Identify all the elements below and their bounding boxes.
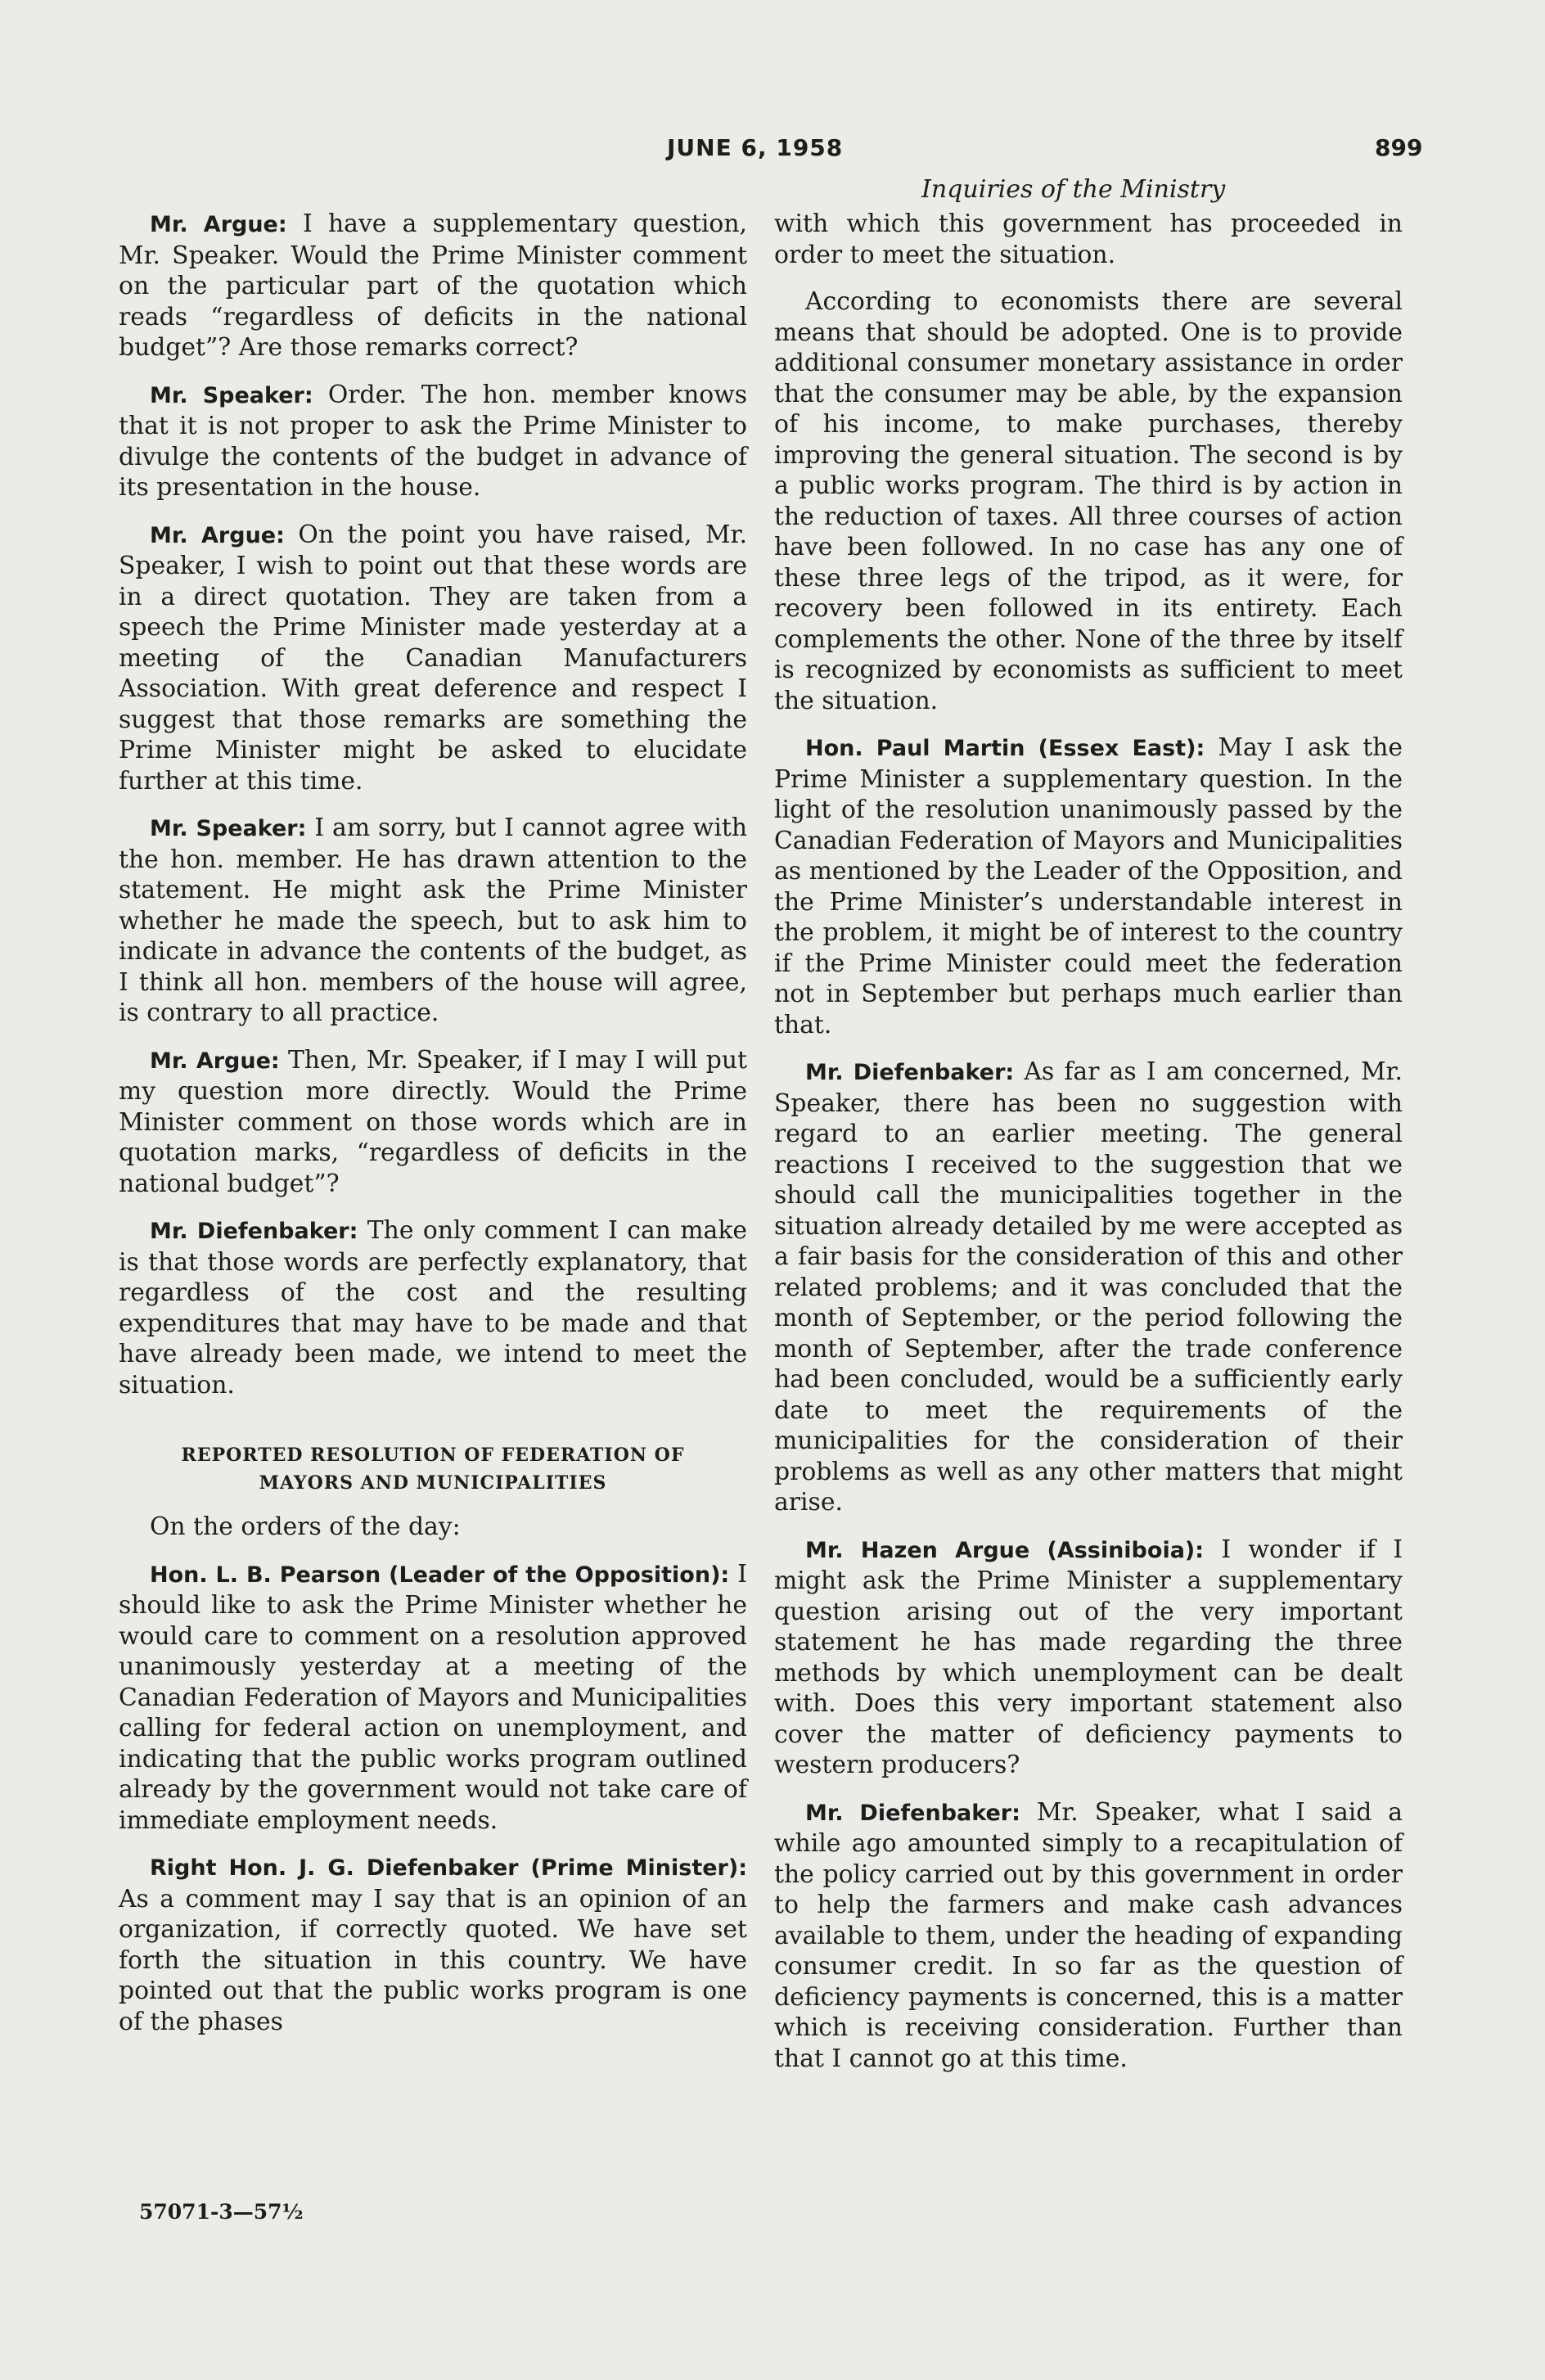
- paragraph: [119, 1559, 747, 1837]
- paragraph: [119, 1215, 747, 1400]
- paragraph: [774, 732, 1403, 1040]
- orders-of-the-day: On the orders of the day:: [150, 1512, 461, 1541]
- speaker-name: Mr. Diefenbaker:: [805, 1800, 1020, 1826]
- paragraph-text: As far as I am concerned, Mr. Speaker, there has been no suggestion with regard to an earlier meeting. The general reactions I received to the suggestion that we should call the municipalities together in the situation already detailed by me were accepted as a fair basis for the consideration of this and other related problems; and it was concluded that the month of September, or the period following the month of September, after the trade conference had been concluded, would be a sufficiently early date to meet the requirements of the municipalities for the consideration of their problems as well as any other matters that might arise.: [774, 1057, 1403, 1517]
- speaker-name: Mr. Hazen Argue (Assiniboia):: [805, 1537, 1205, 1563]
- paragraph: [119, 380, 747, 503]
- paragraph: [119, 209, 747, 363]
- paragraph: [119, 1852, 747, 2037]
- paragraph: [119, 1045, 747, 1200]
- paragraph: [774, 1535, 1403, 1781]
- left-column: [119, 209, 747, 2053]
- section-heading-line: REPORTED RESOLUTION OF FEDERATION OF: [181, 1445, 685, 1466]
- running-title: Inquiries of the Ministry: [921, 175, 1226, 204]
- paragraph-text: May I ask the Prime Minister a supplementary question. In the light of the resolution unanimously passed by the Canadian Federation of Mayors and Municipalities as mentioned by the Leader of the Opposition, and the Prime Minister’s understandable interest in the problem, it might be of interest to the country if the Prime Minister could meet the federation not in September but perhaps much earlier than that.: [774, 733, 1403, 1039]
- speaker-name: Mr. Argue:: [150, 212, 287, 237]
- speaker-name: Mr. Speaker:: [150, 816, 307, 841]
- paragraph: [774, 209, 1403, 270]
- paragraph-text: Order. The hon. member knows that it is not proper to ask the Prime Minister to divulge the contents of the budget in advance of its presentation in the house.: [119, 380, 747, 502]
- paragraph-text: As a comment may I say that is an opinion of an organization, if correctly quoted. We have set forth the situation in this country. We have pointed out that the public works program is one of the phases: [119, 1884, 747, 2036]
- speaker-name: Hon. L. B. Pearson (Leader of the Opposition):: [150, 1562, 730, 1588]
- speaker-name: Mr. Argue:: [150, 1048, 280, 1074]
- page-number: 899: [1375, 134, 1423, 161]
- paragraph-text: I have a supplementary question, Mr. Speaker. Would the Prime Minister comment on the particular part of the quotation which reads “regardless of deficits in the national budget”? Are those remarks correct?: [119, 210, 747, 362]
- paragraph-text: I wonder if I might ask the Prime Minister a supplementary question arising out of the very important statement he has made regarding the three methods by which unemployment can be dealt with. Does this very important statement also cover the matter of deficiency payments to western producers?: [774, 1535, 1403, 1779]
- speaker-name: Hon. Paul Martin (Essex East):: [805, 736, 1205, 761]
- section-heading-line: MAYORS AND MUNICIPALITIES: [259, 1472, 607, 1494]
- speaker-name: Mr. Diefenbaker:: [805, 1060, 1015, 1085]
- right-column: [774, 209, 1403, 2090]
- page-header: [0, 134, 1545, 175]
- paragraph: [774, 1057, 1403, 1518]
- paragraph: [119, 813, 747, 1029]
- paragraph: [774, 1797, 1403, 2075]
- paragraph-text: According to economists there are several means that should be adopted. One is to provide additional consumer monetary assistance in order that the consumer may be able, by the expansion of his income, to make purchases, thereby improving the general situation. The second is by a public works program. The third is by action in the reduction of taxes. All three courses of action have been followed. In no case has any one of these three legs of the tripod, as it were, for recovery been followed in its entirety. Each complements the other. None of the three by itself is recognized by economists as sufficient to meet the situation.: [774, 287, 1403, 715]
- speaker-name: Mr. Argue:: [150, 522, 285, 548]
- paragraph-text: with which this government has proceeded in order to meet the situation.: [774, 210, 1403, 269]
- speaker-name: Right Hon. J. G. Diefenbaker (Prime Minister):: [150, 1855, 747, 1881]
- footer-code: 57071-3—57½: [139, 2200, 304, 2224]
- header-date: JUNE 6, 1958: [667, 134, 844, 161]
- speaker-name: Mr. Speaker:: [150, 382, 313, 408]
- paragraph-text: I should like to ask the Prime Minister whether he would care to comment on a resolution approved unanimously yesterday at a meeting of the Canadian Federation of Mayors and Municipalities calling for federal action on unemployment, and indicating that the public works program outlined already by the government would not take care of immediate employment needs.: [119, 1559, 747, 1835]
- speaker-name: Mr. Diefenbaker:: [150, 1219, 358, 1244]
- paragraph: [774, 286, 1403, 716]
- section-heading: [119, 1441, 747, 1497]
- paragraph: [119, 520, 747, 797]
- paragraph-text: Then, Mr. Speaker, if I may I will put my question more directly. Would the Prime Minister comment on those words which are in quotation marks, “regardless of deficits in the national budget”?: [119, 1045, 747, 1198]
- paragraph-text: Mr. Speaker, what I said a while ago amounted simply to a recapitulation of the policy carried out by this government in order to help the farmers and make cash advances available to them, under the heading of expanding consumer credit. In so far as the question of deficiency payments is concerned, this is a matter which is receiving consideration. Further than that I cannot go at this time.: [774, 1797, 1403, 2073]
- paragraph-text: The only comment I can make is that those words are perfectly explanatory, that regardless of the cost and the resulting expenditures that may have to be made and that have already been made, we intend to meet the situation.: [119, 1216, 748, 1400]
- paragraph-text: On the point you have raised, Mr. Speaker, I wish to point out that these words are in a direct quotation. They are taken from a speech the Prime Minister made yesterday at a meeting of the Canadian Manufacturers Association. With great deference and respect I suggest that those remarks are something the Prime Minister might be asked to elucidate further at this time.: [119, 520, 747, 796]
- paragraph-text: I am sorry, but I cannot agree with the hon. member. He has drawn attention to the statement. He might ask the Prime Minister whether he made the speech, but to ask him to indicate in advance the contents of the budget, as I think all hon. members of the house will agree, is contrary to all practice.: [119, 814, 748, 1027]
